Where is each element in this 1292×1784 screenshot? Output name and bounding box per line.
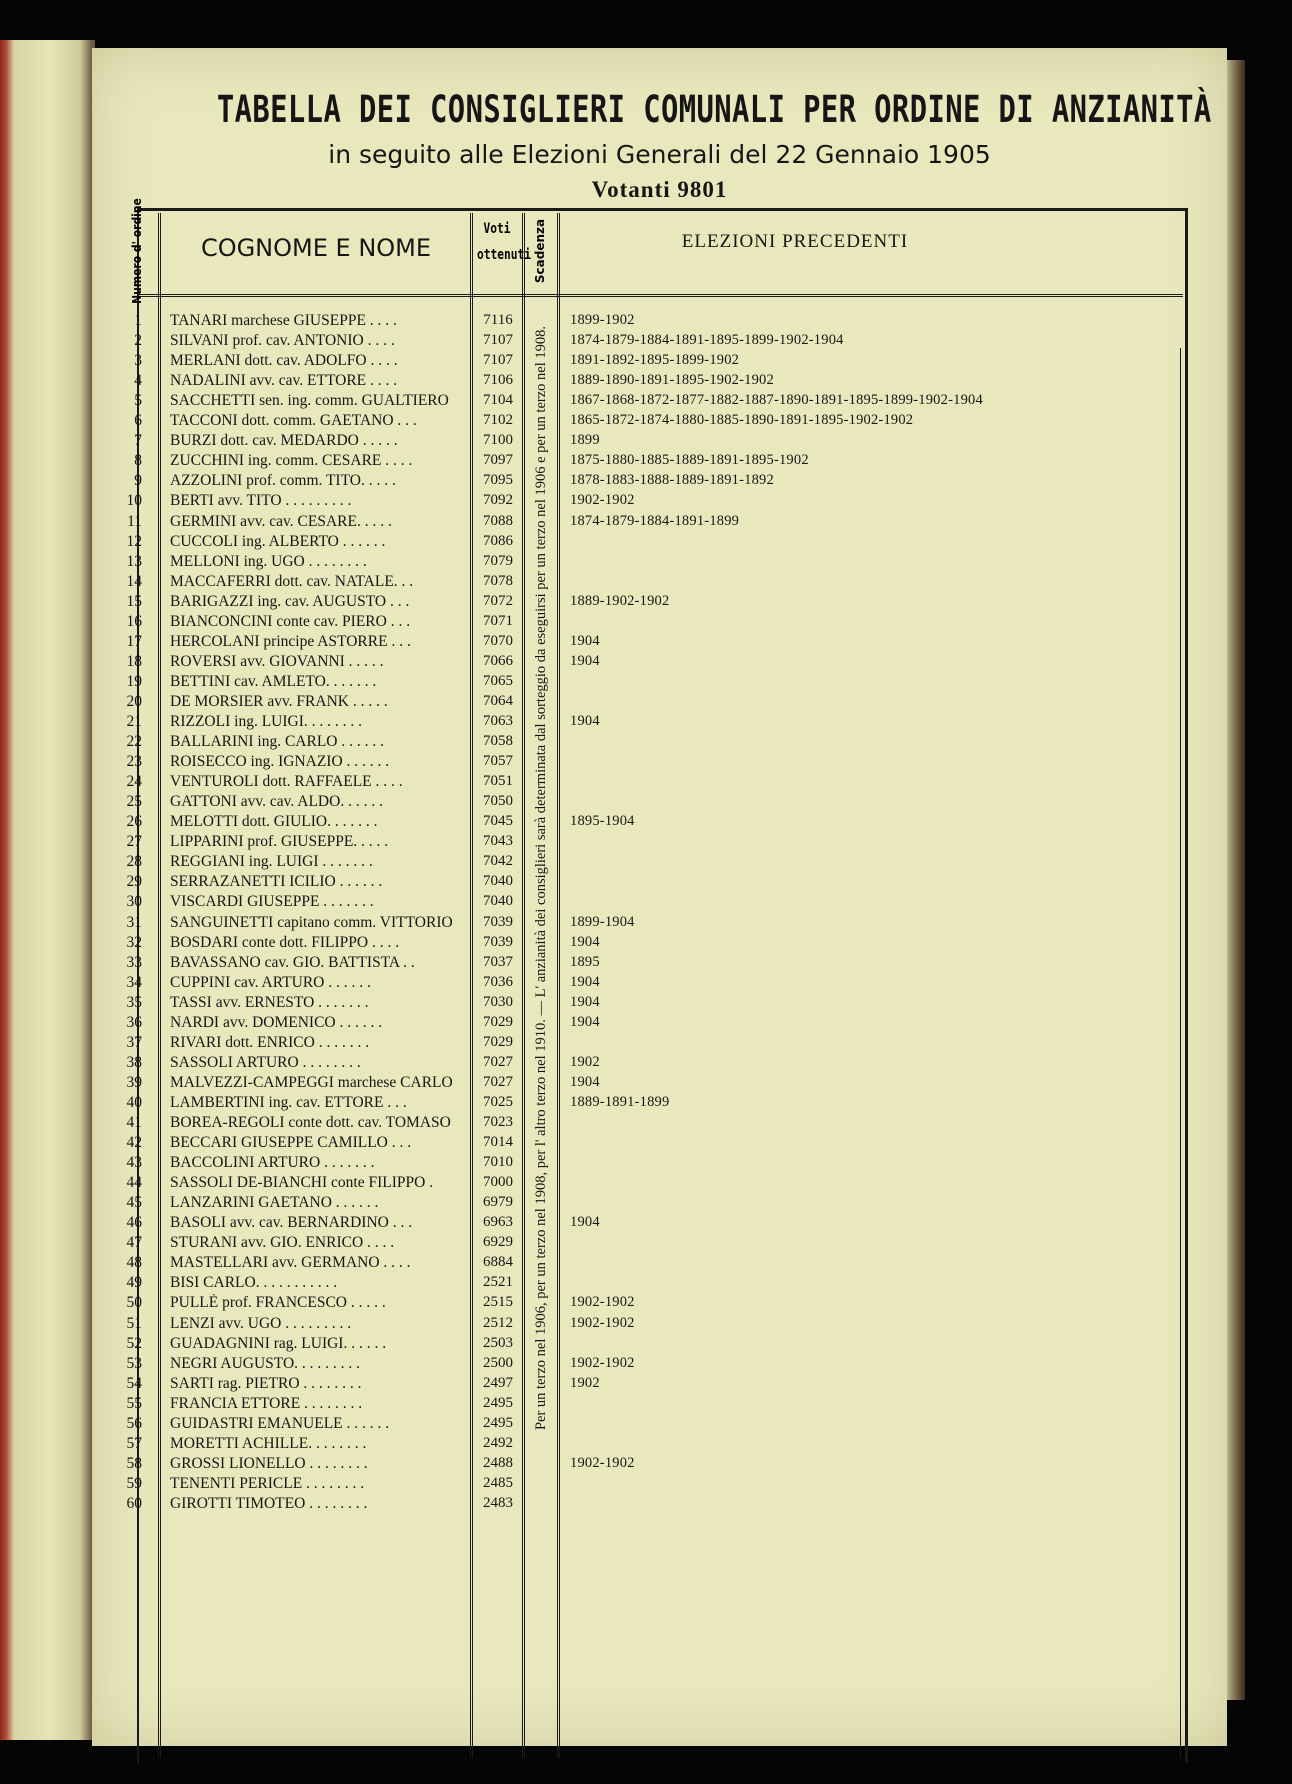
previous-elections: 1899-1904 <box>570 913 635 930</box>
table-row <box>92 1315 1227 1337</box>
table-row <box>92 1014 1227 1036</box>
row-number: 41 <box>126 1114 142 1131</box>
table-row <box>92 1254 1227 1276</box>
previous-elections: 1878-1883-1888-1889-1891-1892 <box>570 472 774 489</box>
scadenza-note: Per un terzo nel 1906, per un terzo nel 1908, per l' altro terzo nel 1910. — L' anzianità dei consiglieri sarà determinata dal sorteggio da eseguirsi per un terzo nel 1906 e per un terzo nel 1908. <box>533 325 549 1431</box>
votes-obtained: 2503 <box>483 1334 513 1351</box>
row-number: 54 <box>126 1374 142 1392</box>
row-number: 32 <box>126 933 142 951</box>
row-number: 48 <box>126 1254 142 1272</box>
councillor-name: PULLÈ prof. FRANCESCO . . . . . <box>170 1294 386 1312</box>
left-page-edge <box>0 40 95 1740</box>
councillor-name: SILVANI prof. cav. ANTONIO . . . . <box>170 332 395 350</box>
votes-obtained: 7078 <box>483 572 513 589</box>
previous-elections: 1899 <box>570 432 600 449</box>
votes-obtained: 7039 <box>483 933 513 950</box>
councillor-name: BURZI dott. cav. MEDARDO . . . . . <box>170 432 398 450</box>
councillor-name: SARTI rag. PIETRO . . . . . . . . <box>170 1374 362 1392</box>
councillor-name: MALVEZZI-CAMPEGGI marchese CARLO <box>170 1073 453 1091</box>
votes-obtained: 7058 <box>483 733 513 750</box>
councillor-name: SANGUINETTI capitano comm. VITTORIO <box>170 913 453 931</box>
row-number: 35 <box>126 993 142 1011</box>
row-number: 47 <box>126 1234 142 1252</box>
councillor-name: BIANCONCINI conte cav. PIERO . . . <box>170 612 411 630</box>
previous-elections: 1889-1890-1891-1895-1902-1902 <box>570 372 774 389</box>
councillor-name: LAMBERTINI ing. cav. ETTORE . . . <box>170 1093 407 1111</box>
councillor-name: REGGIANI ing. LUIGI . . . . . . . <box>170 853 373 871</box>
councillor-name: SACCHETTI sen. ing. comm. GUALTIERO <box>170 392 449 410</box>
right-binding-edge <box>1227 60 1245 1700</box>
votes-obtained: 2500 <box>483 1354 513 1371</box>
councillor-name: MERLANI dott. cav. ADOLFO . . . . <box>170 352 398 370</box>
row-number: 52 <box>126 1334 142 1352</box>
votes-obtained: 7100 <box>483 432 513 449</box>
row-number: 28 <box>126 853 142 871</box>
previous-elections: 1874-1879-1884-1891-1895-1899-1902-1904 <box>570 332 844 349</box>
row-number: 26 <box>126 813 142 831</box>
table-row <box>92 1154 1227 1176</box>
councillor-name: DE MORSIER avv. FRANK . . . . . <box>170 692 388 710</box>
row-number: 34 <box>126 973 142 991</box>
table-row <box>92 1475 1227 1497</box>
councillor-name: AZZOLINI prof. comm. TITO. . . . . <box>170 472 396 490</box>
previous-elections: 1902 <box>570 1374 600 1391</box>
votes-obtained: 7050 <box>483 793 513 810</box>
row-number: 59 <box>126 1474 142 1492</box>
previous-elections: 1895 <box>570 953 600 970</box>
row-number: 15 <box>126 592 142 610</box>
votes-obtained: 7000 <box>483 1174 513 1191</box>
table-row <box>92 1214 1227 1236</box>
councillor-name: SASSOLI ARTURO . . . . . . . . <box>170 1053 361 1071</box>
votes-obtained: 7064 <box>483 692 513 709</box>
previous-elections: 1889-1891-1899 <box>570 1093 670 1110</box>
previous-elections: 1904 <box>570 1214 600 1231</box>
table-row <box>92 753 1227 775</box>
row-number: 3 <box>134 352 142 370</box>
table-row <box>92 1094 1227 1116</box>
table-row <box>92 1114 1227 1136</box>
row-number: 7 <box>134 432 142 450</box>
votes-obtained: 7057 <box>483 753 513 770</box>
row-number: 24 <box>126 773 142 791</box>
votes-obtained: 7051 <box>483 773 513 790</box>
row-number: 46 <box>126 1214 142 1232</box>
votes-obtained: 7107 <box>483 352 513 369</box>
votes-obtained: 2495 <box>483 1394 513 1411</box>
table-row <box>92 1455 1227 1477</box>
votes-obtained: 7040 <box>483 893 513 910</box>
councillor-name: HERCOLANI principe ASTORRE . . . <box>170 632 411 650</box>
previous-elections: 1904 <box>570 993 600 1010</box>
row-number: 57 <box>126 1434 142 1452</box>
table-row <box>92 1174 1227 1196</box>
councillor-name: ROISECCO ing. IGNAZIO . . . . . . <box>170 753 390 771</box>
previous-elections: 1899-1902 <box>570 312 635 328</box>
table-row <box>92 452 1227 474</box>
row-number: 27 <box>126 833 142 851</box>
row-number: 45 <box>126 1194 142 1212</box>
header-elezioni-precedenti: ELEZIONI PRECEDENTI <box>681 231 909 252</box>
table-row <box>92 974 1227 996</box>
table-row <box>92 513 1227 535</box>
councillor-name: MELOTTI dott. GIULIO. . . . . . . <box>170 813 378 831</box>
table-row <box>92 1395 1227 1417</box>
table-row <box>92 332 1227 354</box>
votes-obtained: 7039 <box>483 913 513 930</box>
table-row <box>92 472 1227 494</box>
row-number: 13 <box>126 552 142 570</box>
row-number: 43 <box>126 1154 142 1172</box>
row-number: 12 <box>126 532 142 550</box>
previous-elections: 1891-1892-1895-1899-1902 <box>570 352 740 369</box>
table-row <box>92 833 1227 855</box>
table-row <box>92 553 1227 575</box>
votes-obtained: 7104 <box>483 392 513 409</box>
previous-elections: 1874-1879-1884-1891-1899 <box>570 512 740 529</box>
votes-obtained: 7086 <box>483 532 513 549</box>
table-row <box>92 372 1227 394</box>
table-row <box>92 1495 1227 1517</box>
councillor-name: RIVARI dott. ENRICO . . . . . . . <box>170 1033 370 1051</box>
votes-obtained: 7116 <box>483 312 513 328</box>
votes-obtained: 7095 <box>483 472 513 489</box>
councillor-name: ZUCCHINI ing. comm. CESARE . . . . <box>170 452 413 470</box>
table-row <box>92 994 1227 1016</box>
row-number: 20 <box>126 692 142 710</box>
previous-elections: 1902-1902 <box>570 1294 635 1311</box>
councillor-name: GERMINI avv. cav. CESARE. . . . . <box>170 512 392 530</box>
table-row <box>92 492 1227 514</box>
row-number: 50 <box>126 1294 142 1312</box>
table-row <box>92 312 1227 334</box>
councillor-name: CUPPINI cav. ARTURO . . . . . . <box>170 973 371 991</box>
previous-elections: 1904 <box>570 713 600 729</box>
row-number: 40 <box>126 1093 142 1111</box>
row-number: 17 <box>126 632 142 650</box>
row-number: 10 <box>126 492 142 510</box>
table-row <box>92 954 1227 976</box>
table-row <box>92 432 1227 454</box>
votes-obtained: 7043 <box>483 833 513 850</box>
councillor-name: TENENTI PERICLE . . . . . . . . <box>170 1474 365 1492</box>
row-number: 30 <box>126 893 142 911</box>
councillor-name: GROSSI LIONELLO . . . . . . . . <box>170 1454 368 1472</box>
votes-obtained: 7102 <box>483 412 513 429</box>
row-number: 42 <box>126 1134 142 1152</box>
row-number: 53 <box>126 1354 142 1372</box>
councillor-name: GIROTTI TIMOTEO . . . . . . . . <box>170 1494 368 1512</box>
table-row <box>92 1335 1227 1357</box>
votes-obtained: 7029 <box>483 1033 513 1050</box>
councillor-name: RIZZOLI ing. LUIGI. . . . . . . . <box>170 713 362 730</box>
table-row <box>92 934 1227 956</box>
votes-obtained: 6979 <box>483 1194 513 1211</box>
councillor-name: VISCARDI GIUSEPPE . . . . . . . <box>170 893 374 911</box>
page-subtitle: in seguito alle Elezioni Generali del 22 Gennaio 1905 <box>328 140 991 169</box>
table-row <box>92 773 1227 795</box>
votes-obtained: 2515 <box>483 1294 513 1311</box>
votes-obtained: 2488 <box>483 1454 513 1471</box>
councillor-name: BOSDARI conte dott. FILIPPO . . . . <box>170 933 400 951</box>
votes-obtained: 7070 <box>483 632 513 649</box>
table-row <box>92 1054 1227 1076</box>
councillor-name: STURANI avv. GIO. ENRICO . . . . <box>170 1234 395 1252</box>
votes-obtained: 7042 <box>483 853 513 870</box>
councillor-name: BACCOLINI ARTURO . . . . . . . <box>170 1154 375 1172</box>
row-number: 25 <box>126 793 142 811</box>
votes-obtained: 7071 <box>483 612 513 629</box>
row-number: 23 <box>126 753 142 771</box>
table-row <box>92 1375 1227 1397</box>
votes-obtained: 7065 <box>483 672 513 689</box>
row-number: 39 <box>126 1073 142 1091</box>
table-row <box>92 793 1227 815</box>
row-number: 29 <box>126 873 142 891</box>
table-row <box>92 673 1227 695</box>
councillor-name: GATTONI avv. cav. ALDO. . . . . . <box>170 793 383 811</box>
table-row <box>92 693 1227 715</box>
votes-obtained: 7010 <box>483 1154 513 1171</box>
table-row <box>92 352 1227 374</box>
table-row <box>92 713 1227 735</box>
row-number: 56 <box>126 1414 142 1432</box>
table-row <box>92 893 1227 915</box>
votes-obtained: 7025 <box>483 1093 513 1110</box>
row-number: 60 <box>126 1494 142 1512</box>
votes-obtained: 7029 <box>483 1013 513 1030</box>
table-row <box>92 613 1227 635</box>
previous-elections: 1889-1902-1902 <box>570 592 670 609</box>
row-number: 22 <box>126 733 142 751</box>
table-row <box>92 1415 1227 1437</box>
votes-obtained: 7097 <box>483 452 513 469</box>
header-cognome-nome: COGNOME E NOME <box>200 234 432 262</box>
table-row <box>92 653 1227 675</box>
table-row <box>92 412 1227 434</box>
votes-obtained: 2483 <box>483 1494 513 1511</box>
councillor-name: VENTUROLI dott. RAFFAELE . . . . <box>170 773 403 791</box>
councillor-name: NADALINI avv. cav. ETTORE . . . . <box>170 372 398 390</box>
councillor-name: TASSI avv. ERNESTO . . . . . . . <box>170 993 369 1011</box>
table-row <box>92 1194 1227 1216</box>
votes-obtained: 6884 <box>483 1254 513 1271</box>
previous-elections: 1904 <box>570 1073 600 1090</box>
votes-obtained: 6963 <box>483 1214 513 1231</box>
page-title: TABELLA DEI CONSIGLIERI COMUNALI PER ORDINE DI ANZIANITÀ <box>216 88 1212 131</box>
header-numero: Numero d' ordine <box>130 197 144 304</box>
councillor-name: BASOLI avv. cav. BERNARDINO . . . <box>170 1214 413 1232</box>
votes-obtained: 6929 <box>483 1234 513 1251</box>
row-number: 9 <box>134 472 142 490</box>
row-number: 4 <box>134 372 142 390</box>
councillor-name: SASSOLI DE-BIANCHI conte FILIPPO . <box>170 1174 434 1192</box>
councillor-name: LANZARINI GAETANO . . . . . . <box>170 1194 379 1212</box>
row-number: 6 <box>134 412 142 430</box>
previous-elections: 1902-1902 <box>570 492 635 509</box>
councillor-name: BAVASSANO cav. GIO. BATTISTA . . <box>170 953 415 971</box>
votes-obtained: 7023 <box>483 1114 513 1130</box>
header-scadenza: Scadenza <box>533 218 548 283</box>
row-number: 2 <box>134 332 142 350</box>
document-page <box>92 48 1227 1746</box>
councillor-name: NARDI avv. DOMENICO . . . . . . <box>170 1013 383 1031</box>
votes-obtained: 7088 <box>483 512 513 529</box>
table-row <box>92 813 1227 835</box>
row-number: 36 <box>126 1013 142 1031</box>
votes-obtained: 7040 <box>483 873 513 890</box>
table-row <box>92 633 1227 655</box>
votes-obtained: 2492 <box>483 1434 513 1451</box>
table-row <box>92 533 1227 555</box>
votes-obtained: 7107 <box>483 332 513 349</box>
votes-obtained: 7027 <box>483 1073 513 1090</box>
councillor-name: MASTELLARI avv. GERMANO . . . . <box>170 1254 411 1272</box>
votes-obtained: 7079 <box>483 552 513 569</box>
table-row <box>92 392 1227 414</box>
councillor-name: BOREA-REGOLI conte dott. cav. TOMASO <box>170 1114 451 1131</box>
table-row <box>92 1074 1227 1096</box>
votes-obtained: 2521 <box>483 1274 513 1291</box>
councillor-name: TANARI marchese GIUSEPPE . . . . <box>170 312 397 329</box>
councillor-name: LIPPARINI prof. GIUSEPPE. . . . . <box>170 833 389 851</box>
table-row <box>92 914 1227 936</box>
councillor-name: GUIDASTRI EMANUELE . . . . . . <box>170 1414 390 1432</box>
table-row <box>92 1234 1227 1256</box>
row-number: 18 <box>126 652 142 670</box>
votes-obtained: 7036 <box>483 973 513 990</box>
councillor-name: BARIGAZZI ing. cav. AUGUSTO . . . <box>170 592 410 610</box>
row-number: 51 <box>126 1314 142 1332</box>
votes-obtained: 7037 <box>483 953 513 970</box>
table-row <box>92 1034 1227 1056</box>
councillor-name: BETTINI cav. AMLETO. . . . . . . <box>170 672 377 690</box>
votanti-count: Votanti 9801 <box>591 177 728 202</box>
table-row <box>92 873 1227 895</box>
votes-obtained: 7045 <box>483 813 513 830</box>
previous-elections: 1904 <box>570 652 600 669</box>
votes-obtained: 2497 <box>483 1374 513 1391</box>
row-number: 31 <box>126 913 142 931</box>
councillor-name: BALLARINI ing. CARLO . . . . . . <box>170 733 384 751</box>
row-number: 55 <box>126 1394 142 1412</box>
row-number: 5 <box>134 392 142 410</box>
councillor-name: BISI CARLO. . . . . . . . . . . <box>170 1274 338 1292</box>
table-row <box>92 593 1227 615</box>
councillor-name: FRANCIA ETTORE . . . . . . . . <box>170 1394 363 1412</box>
previous-elections: 1904 <box>570 973 600 990</box>
previous-elections: 1875-1880-1885-1889-1891-1895-1902 <box>570 452 809 469</box>
row-number: 33 <box>126 953 142 971</box>
table-row <box>92 1274 1227 1296</box>
votes-obtained: 7106 <box>483 372 513 389</box>
previous-elections: 1865-1872-1874-1880-1885-1890-1891-1895-1902-1902 <box>570 412 914 429</box>
header-voti: Voti ottenuti <box>477 221 531 263</box>
previous-elections: 1904 <box>570 933 600 950</box>
row-number: 19 <box>126 672 142 690</box>
previous-elections: 1902 <box>570 1053 600 1070</box>
row-number: 16 <box>126 612 142 630</box>
votes-obtained: 7092 <box>483 492 513 509</box>
previous-elections: 1904 <box>570 1013 600 1030</box>
councillor-name: GUADAGNINI rag. LUIGI. . . . . . <box>170 1334 387 1352</box>
councillor-name: MACCAFERRI dott. cav. NATALE. . . <box>170 572 414 590</box>
votes-obtained: 7014 <box>483 1134 513 1151</box>
table-row <box>92 1294 1227 1316</box>
previous-elections: 1895-1904 <box>570 813 635 830</box>
previous-elections: 1902-1902 <box>570 1454 635 1471</box>
councillor-name: BECCARI GIUSEPPE CAMILLO . . . <box>170 1134 412 1152</box>
votes-obtained: 2485 <box>483 1474 513 1491</box>
row-number: 44 <box>126 1174 142 1192</box>
votes-obtained: 7063 <box>483 713 513 729</box>
councillor-name: ROVERSI avv. GIOVANNI . . . . . <box>170 652 384 670</box>
row-number: 14 <box>126 572 142 590</box>
votes-obtained: 7030 <box>483 993 513 1010</box>
row-number: 8 <box>134 452 142 470</box>
row-number: 21 <box>126 713 142 730</box>
councillor-name: NEGRI AUGUSTO. . . . . . . . . <box>170 1354 361 1372</box>
councillor-name: LENZI avv. UGO . . . . . . . . . <box>170 1314 352 1332</box>
header-rule <box>139 294 1183 297</box>
row-number: 38 <box>126 1053 142 1071</box>
votes-obtained: 7066 <box>483 652 513 669</box>
councillor-name: TACCONI dott. comm. GAETANO . . . <box>170 412 417 430</box>
votes-obtained: 2512 <box>483 1314 513 1331</box>
table-row <box>92 1134 1227 1156</box>
table-row <box>92 853 1227 875</box>
previous-elections: 1867-1868-1872-1877-1882-1887-1890-1891-1895-1899-1902-1904 <box>570 392 983 409</box>
row-number: 37 <box>126 1033 142 1051</box>
table-row <box>92 573 1227 595</box>
councillor-name: MORETTI ACHILLE. . . . . . . . <box>170 1434 367 1452</box>
previous-elections: 1904 <box>570 632 600 649</box>
previous-elections: 1902-1902 <box>570 1354 635 1371</box>
votes-obtained: 2495 <box>483 1414 513 1431</box>
table-row <box>92 1355 1227 1377</box>
previous-elections: 1902-1902 <box>570 1314 635 1331</box>
table-row <box>92 1435 1227 1457</box>
councillor-name: CUCCOLI ing. ALBERTO . . . . . . <box>170 532 386 550</box>
row-number: 49 <box>126 1274 142 1292</box>
row-number: 58 <box>126 1454 142 1472</box>
councillor-name: BERTI avv. TITO . . . . . . . . . <box>170 492 352 510</box>
votes-obtained: 7027 <box>483 1053 513 1070</box>
table-row <box>92 733 1227 755</box>
votes-obtained: 7072 <box>483 592 513 609</box>
councillor-name: MELLONI ing. UGO . . . . . . . . <box>170 552 367 570</box>
row-number: 11 <box>127 512 142 530</box>
row-number: 1 <box>134 312 142 329</box>
councillor-name: SERRAZANETTI ICILIO . . . . . . <box>170 873 383 891</box>
